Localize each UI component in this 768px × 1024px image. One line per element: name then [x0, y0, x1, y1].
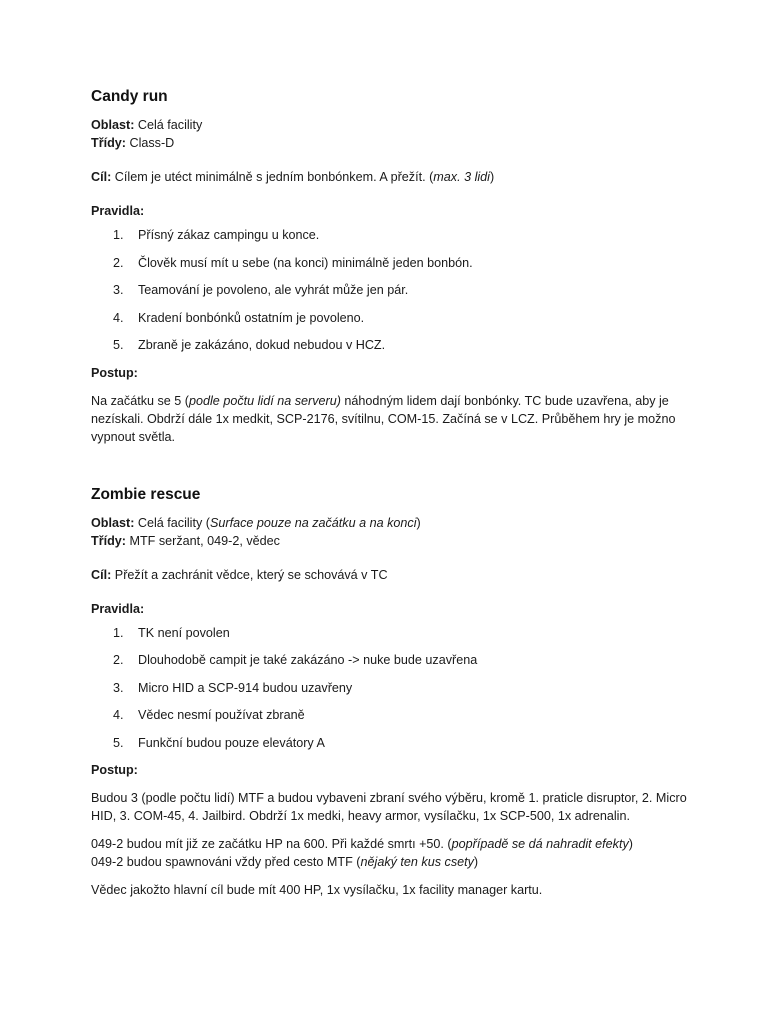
- cil-label: Cíl:: [91, 170, 112, 184]
- section-title: Zombie rescue: [91, 485, 201, 503]
- document-page: [91, 86, 691, 899]
- tridy-value: Class-D: [125, 136, 175, 150]
- list-item: [91, 309, 691, 337]
- list-item: [91, 706, 691, 734]
- list-item: [91, 336, 691, 364]
- rule-text: Přísný zákaz campingu u konce.: [138, 228, 320, 242]
- oblast-value: Celá facility: [134, 118, 203, 132]
- postup-label: Postup:: [91, 365, 138, 380]
- list-item: [91, 734, 691, 762]
- postup-label: Postup:: [91, 763, 138, 777]
- list-number: 1.: [113, 228, 124, 242]
- pravidla-heading: [91, 202, 691, 220]
- rule-text: TK není povolen: [138, 625, 230, 640]
- cil-note: max. 3 lidi: [433, 170, 490, 184]
- rule-text: Zbraně je zakázáno, dokud nebudou v HCZ.: [138, 338, 386, 352]
- postup-heading: [91, 761, 691, 779]
- list-item: [91, 226, 691, 254]
- list-item: [91, 254, 691, 282]
- rule-text: Funkční budou pouze elevátory A: [138, 735, 325, 750]
- list-number: 4.: [113, 310, 124, 325]
- cil-label: Cíl:: [91, 567, 112, 582]
- postup-text: 049-2 budou spawnováni vždy před cesto MTF (: [91, 855, 361, 869]
- cil-value: Přežít a zachránit vědce, který se schovává v TC: [111, 567, 388, 582]
- postup-paragraph: [91, 392, 691, 446]
- list-number: 1.: [113, 625, 124, 640]
- oblast-label: Oblast:: [91, 515, 135, 530]
- postup-note: popřípadě se dá nahradit efekty: [451, 837, 629, 851]
- list-number: 5.: [113, 735, 124, 750]
- list-item: [91, 281, 691, 309]
- postup-note: podle počtu lidí na serveru): [189, 393, 341, 408]
- rule-text: Micro HID a SCP-914 budou uzavřeny: [138, 680, 353, 695]
- rules-list: [91, 226, 691, 364]
- postup-note: nějaký ten kus csety: [360, 855, 474, 869]
- oblast-value: Celá facility (: [134, 515, 210, 530]
- pravidla-label: Pravidla:: [91, 204, 145, 218]
- tridy-label: Třídy:: [91, 136, 126, 150]
- rule-text: Vědec nesmí používat zbraně: [138, 708, 305, 722]
- oblast-line: [91, 116, 691, 134]
- oblast-label: Oblast:: [91, 118, 135, 132]
- section-title: Candy run: [91, 88, 168, 105]
- cil-end: ): [489, 170, 495, 184]
- list-number: 4.: [113, 708, 124, 722]
- pravidla-heading: [91, 600, 691, 618]
- rules-list: [91, 624, 691, 762]
- cil-value: Cílem je utéct minimálně s jedním bonbónkem. A přežít. (: [111, 170, 434, 184]
- postup-paragraph-2: [91, 835, 691, 871]
- list-number: 3.: [113, 283, 124, 297]
- postup-paragraph-4: Vědec jakožto hlavní cíl bude mít 400 HP, 1x vysílačku, 1x facility manager kartu.: [91, 883, 543, 897]
- cil-line: [91, 566, 691, 584]
- tridy-line: [91, 134, 691, 152]
- rule-text: Člověk musí mít u sebe (na konci) minimálně jeden bonbón.: [138, 255, 473, 270]
- tridy-value: MTF seržant, 049-2, vědec: [125, 533, 280, 548]
- list-number: 2.: [113, 653, 124, 667]
- tridy-label: Třídy:: [91, 533, 126, 548]
- section-zombie-rescue: [91, 484, 691, 900]
- postup-text: 049-2 budou mít již ze začátku HP na 600. Při každé smrtı +50. (: [91, 837, 452, 851]
- postup-text-cont: náhodným lidem dají bonbónky. TC bude uzavřena, aby je nezískali. Obdrží dále 1x medkit, SCP-2176, svítilnu, COM-15. Začíná se v LCZ. Průběhem hry je možno vypnout světla.: [91, 393, 676, 444]
- oblast-line: [91, 514, 691, 532]
- cil-line: [91, 168, 691, 186]
- postup-text-end: ): [473, 855, 479, 869]
- postup-text-end: ): [628, 837, 633, 851]
- section-candy-run: [91, 86, 691, 446]
- list-number: 3.: [113, 680, 124, 695]
- list-item: [91, 624, 691, 652]
- oblast-note: Surface pouze na začátku a na konci: [209, 515, 417, 530]
- list-item: [91, 679, 691, 707]
- tridy-line: [91, 532, 691, 550]
- list-number: 5.: [113, 338, 124, 352]
- rule-text: Kradení bonbónků ostatním je povoleno.: [138, 310, 365, 325]
- list-number: 2.: [113, 255, 124, 270]
- pravidla-label: Pravidla:: [91, 601, 145, 616]
- postup-heading: [91, 364, 691, 382]
- list-item: [91, 651, 691, 679]
- postup-paragraph-1: Budou 3 (podle počtu lidí) MTF a budou vybaveni zbraní svého výběru, kromě 1. praticle disruptor, 2. Micro HID, 3. COM-45, 4. Jailbird. Obdrží 1x medki, heavy armor, vysílačku, 1x SCP-500, 1x adrenalin.: [91, 791, 687, 823]
- rule-text: Dlouhodobě campit je také zakázáno -> nuke bude uzavřena: [138, 653, 478, 667]
- oblast-end: ): [416, 515, 421, 530]
- rule-text: Teamování je povoleno, ale vyhrát může jen pár.: [138, 283, 409, 297]
- postup-text: Na začátku se 5 (: [91, 393, 189, 408]
